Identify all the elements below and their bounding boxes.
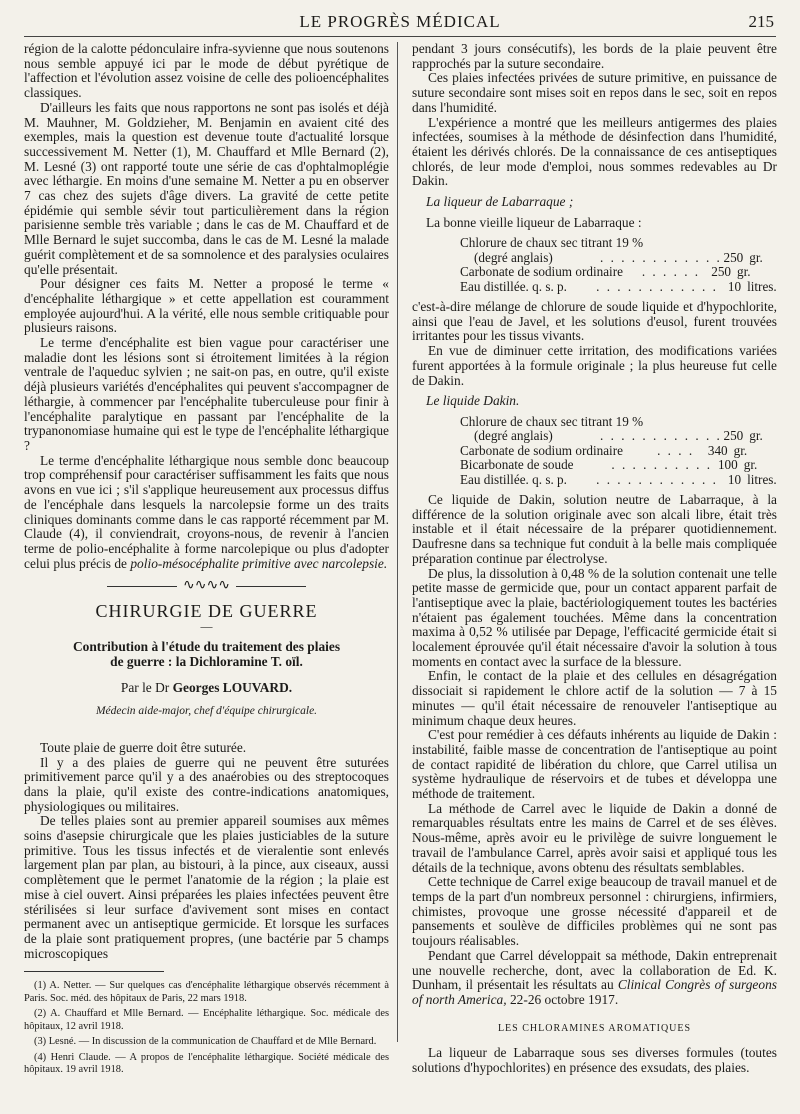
paragraph-text: 22-26 octobre 1917. (509, 991, 619, 1007)
formula-quantity: 250 (723, 428, 744, 444)
formula-ingredient: (degré anglais) (474, 428, 553, 444)
formula-leader (643, 415, 693, 429)
formula-ingredient: Chlorure de chaux sec titrant 19 % (460, 413, 644, 429)
paragraph: De plus, la dissolution à 0,48 % de la solution contenait une telle petite masse de germicide que, pour un contact apparent parfait de l'antiseptique avec la plaie, bactériologiquement toutes les bactéries n'étaient pas également touchées. Même dans la concentration maxima à 0,52 % utilisée par Depage, l'efficacité germicide était si localement éprouvée qu'il était nécessaire d'avoir la solution à tous moments en contact avec la surface de la blessure. (412, 565, 777, 669)
paragraph: C'est pour remédier à ces défauts inhérents au liquide de Dakin : instabilité, faible masse de concentration de l'antiseptique au point de contact rapidité de libération du chlore, que Carrel utilisa un système hydraulique de réservoirs et de tubes et développa une méthode de traitement. (412, 727, 777, 802)
formula-row (460, 251, 777, 265)
paragraph: L'expérience a montré que les meilleurs antigermes des plaies infectées, soumises à la méthode de désinfection dans l'humidité, étaient les dérivés chlorés. De la connaissance de ces antiseptiques chlorés, de leur mode d'emploi, nous sommes redevables au Dr Dakin. (412, 114, 777, 189)
journal-title: LE PROGRÈS MÉDICAL (299, 12, 501, 31)
article-title-line-1: Contribution à l'étude du traitement des plaies (72, 639, 341, 655)
paragraph (412, 949, 777, 1008)
paragraph: D'ailleurs les faits que nous rapportons ne sont pas isolés et déjà M. Mauhner, M. Goldzieher, M. Benjamin en avaient cité des exemples, mais la question est devenue toute d'actualité lorsque successivement M. Netter (1), M. Chauffard et Mlle Bernard (2), M. Lesné (3) ont rapporté toute une série de cas d'ophtalmoplégie avec léthargie. En moins d'une semaine M. Netter a pu en observer 7 cas chez des sujets d'âge divers. La gravité de cette petite épidémie qui semble sévir tout particulièrement dans la région parisienne semble très variable ; dans le cas de M. Chauffard et de Mlle Bernard le sujet succomba, dans le cas de M. Lesné la malade guérit complètement et de sa somnolence et des paralysies oculaires qu'elle présentait. (24, 99, 389, 277)
formula-unit (727, 415, 777, 429)
title-dash: — (200, 618, 213, 633)
formula-ingredient: Carbonate de sodium ordinaire (460, 264, 623, 280)
formula-leader: . . . . . . . . . . . . (600, 249, 722, 265)
formula-row (460, 265, 777, 279)
column-divider (397, 42, 398, 1042)
paragraph-text: Pendant que Carrel développait sa méthode, Dakin entreprenait une nouvelle recherche, dont, avec la collaboration de Ed. K. Dunham, il présentait les résultats au (412, 947, 777, 993)
formula-leader: . . . . (657, 442, 695, 458)
formula-leader (643, 236, 693, 250)
paragraph: Toute plaie de guerre doit être suturée. (40, 739, 247, 755)
formula-ingredient: Eau distillée. q. s. p. (460, 471, 567, 487)
author-name: Georges LOUVARD. (172, 680, 293, 696)
formula-leader: . . . . . . . . . . . . (596, 471, 718, 487)
section-title: CHIRURGIE DE GUERRE (95, 601, 318, 622)
article-author (24, 681, 389, 696)
paragraph: La méthode de Carrel avec le liquide de Dakin a donné de remarquables résultats entre les mains de Carrel et de ses élèves. Nous-même, après avoir eu le privilège de suivre longuement le travail de l'ambulance Carrel, après avoir saisi et appliqué tous les détails de la technique, avons obtenu des résultats semblables. (412, 800, 777, 875)
page-header (24, 8, 776, 37)
paragraph: La bonne vieille liqueur de Labarraque : (426, 214, 642, 230)
formula-quantity: 10 (727, 471, 742, 487)
page-number: 215 (748, 12, 774, 31)
formula-labarraque (460, 236, 777, 294)
paragraph: région de la calotte pédonculaire infra-syvienne que nous soutenons nous semble appuyé ici par le mode de début pyrétique de l'affection et l'évolution assez voisine de celle des polioencéphalites classiques. (24, 41, 389, 101)
paragraph: Le terme d'encéphalite est bien vague pour caractériser une maladie dont les lésions sont si étroitement limitées à la région ventrale de l'aqueduc sylvien ; ne sait-on pas, en outre, qu'il existe déjà plusieurs variétés d'encéphalites qui peuvent s'accompagner de léthargie, à commencer par l'encéphalite tuberculeuse pour finir à l'encéphalite paralytique en passant par l'encéphalite de la trypanonomiase humaine qui est le type de l'encéphalite léthargique ? (24, 335, 389, 453)
paragraph: Il y a des plaies de guerre qui ne peuvent être suturées primitivement parce qu'il y a des anaérobies ou des streptocoques dans la plaie, qu'il existe des contre-indications anatomiques, physiologiques ou militaires. (24, 754, 389, 814)
subsection-heading: La liqueur de Labarraque ; (426, 194, 574, 210)
formula-leader: . . . . . . . . . . . . (596, 278, 718, 294)
formula-unit: gr. (749, 249, 763, 265)
formula-ingredient: (degré anglais) (474, 249, 553, 265)
formula-row (460, 415, 777, 429)
formula-unit (727, 236, 777, 250)
formula-ingredient: Eau distillée. q. s. p. (460, 278, 567, 294)
author-prefix: Par le Dr (120, 680, 170, 696)
formula-quantity: 100 (717, 457, 738, 473)
formula-unit: gr. (743, 457, 758, 473)
formula-quantity (693, 236, 727, 250)
paragraph: En vue de diminuer cette irritation, des modifications variées furent apportées à la formule originale ; la plus heureuse fut celle de Dakin. (412, 343, 777, 388)
formula-unit: gr. (737, 264, 751, 280)
formula-quantity: 340 (707, 442, 728, 458)
formula-unit: litres. (747, 278, 777, 294)
italic-term: polio-mésocéphalite primitive avec narcolepsie. (130, 555, 388, 571)
paragraph: La liqueur de Labarraque sous ses diverses formules (toutes solutions d'hypochlorites) en présence des exsudats, des plaies. (412, 1045, 777, 1076)
formula-leader: . . . . . . . . . . (611, 457, 712, 473)
formula-leader: . . . . . . (641, 264, 701, 280)
formula-unit: gr. (749, 428, 763, 444)
footnote: (1) A. Netter. — Sur quelques cas d'encéphalite léthargique observés récemment à Paris. Soc. méd. des hôpitaux de Paris, 22 mars 1918. (24, 980, 389, 1004)
footnote: (2) A. Chauffard et Mlle Bernard. — Encéphalite léthargique. Soc. médicale des hôpitaux, 12 avril 1918. (24, 1008, 389, 1032)
formula-row (460, 458, 777, 472)
formula-row (460, 429, 777, 443)
ornament-divider: ∿∿∿∿ (24, 579, 389, 594)
formula-row (460, 444, 777, 458)
paragraph-text: Le terme d'encéphalite léthargique nous semble donc beaucoup trop compréhensif pour caractériser suffisamment les faits que nous avons en vue ici ; s'il s'applique heureusement aux processus diffus de l'encéphale dans lesquels la narcolepsie forme un des traits cliniques dominants comme dans le cas rapporté récemment par M. Claude (4), il conviendrait, croyons-nous, de revenir à l'ancien terme de polio-encéphalite à forme narcolepique ou plus d'adopter celui plus précis de (24, 452, 389, 571)
footnote-rule (24, 971, 164, 972)
subsection-heading: Le liquide Dakin. (426, 393, 520, 409)
formula-quantity: 250 (711, 264, 731, 280)
congress-name: Clinical Congrès of surgeons of north America, (412, 977, 777, 1007)
subsection-heading: LES CHLORAMINES AROMATIQUES (497, 1022, 692, 1034)
paragraph: pendant 3 jours consécutifs), les bords de la plaie peuvent être rapprochés par la suture secondaire. (412, 41, 777, 71)
footnote: (3) Lesné. — In discussion de la communication de Chauffard et de Mlle Bernard. (34, 1036, 377, 1048)
paragraph (24, 454, 389, 572)
paragraph: De telles plaies sont au premier appareil soumises aux mêmes soins d'asepsie chirurgicale que les plaies justiciables de la suture primitive. Tous les tissus infectés et de vieralentie sont enlevés largement plan par plan, au bistouri, à la pince, aux ciseaux, aussi complètement que le permet l'anatomie de la région ; la plaie est mise à ciel ouvert. Ainsi préparées les plaies infectées peuvent être stérilisées si leur surface d'avivement sont mises en contact permanent avec un antiseptique germicide. Et lorsque les surfaces de la plaie sont pratiquement propres, (une bactérie par 5 champs microscopiques (24, 813, 389, 961)
formula-leader: . . . . . . . . . . . . (600, 428, 722, 444)
formula-quantity (693, 415, 727, 429)
formula-unit: gr. (733, 442, 748, 458)
formula-ingredient: Carbonate de sodium ordinaire (460, 442, 623, 458)
author-role: Médecin aide-major, chef d'équipe chirurgicale. (95, 705, 318, 718)
right-column (412, 42, 777, 1106)
formula-quantity: 250 (723, 249, 744, 265)
footnote: (4) Henri Claude. — A propos de l'encéphalite léthargique. Société médicale des hôpitaux. 19 avril 1918. (24, 1051, 389, 1076)
paragraph: Ce liquide de Dakin, solution neutre de Labarraque, à la différence de la solution originale avec son alcali libre, était très instable et il était nécessaire de la préparer quotidiennement. Daufresne dans sa technique fut conduit à la belle mais compliquée préparation continue par électrolyse. (412, 492, 777, 566)
paragraph: c'est-à-dire mélange de chlorure de soude liquide et d'hypochlorite, ainsi que l'eau de Javel, et les solutions d'eusol, furent trouvées irritantes pour les tissus vivants. (412, 299, 777, 344)
formula-ingredient: Chlorure de chaux sec titrant 19 % (460, 235, 644, 251)
paragraph: Ces plaies infectées privées de suture primitive, en puissance de suture secondaire sont mises soit en repos dans le sec, soit en repos dans l'humidité. (412, 70, 777, 115)
formula-row (460, 280, 777, 294)
formula-row (460, 473, 777, 487)
paragraph: Cette technique de Carrel exige beaucoup de travail manuel et de temps de la part d'un nombreux personnel : chirurgiens, infirmiers, chimistes, provoque une grosse nécessité d'appareil et de pansements et soulève de difficiles problèmes qui ne sont pas toujours réalisables. (412, 874, 777, 949)
formula-row (460, 236, 777, 250)
left-column (24, 42, 389, 1106)
article-title-line-2: de guerre : la Dichloramine T. oïl. (110, 654, 303, 670)
formula-dakin (460, 415, 777, 487)
formula-ingredient: Bicarbonate de soude (460, 457, 574, 473)
paragraph: Enfin, le contact de la plaie et des cellules en désagrégation dissociait si rapidement le chlore actif de la solution — 7 à 15 minutes — qu'il était nécessaire de renouveler l'antiseptique au minimum chaque deux heures. (412, 668, 777, 728)
formula-unit: litres. (747, 471, 777, 487)
formula-quantity: 10 (727, 278, 742, 294)
paragraph: Pour désigner ces faits M. Netter a proposé le terme « d'encéphalite léthargique » et cette appellation est couramment employée aujourd'hui. A la vérité, elle nous semble critiquable pour plusieurs raisons. (24, 276, 389, 336)
